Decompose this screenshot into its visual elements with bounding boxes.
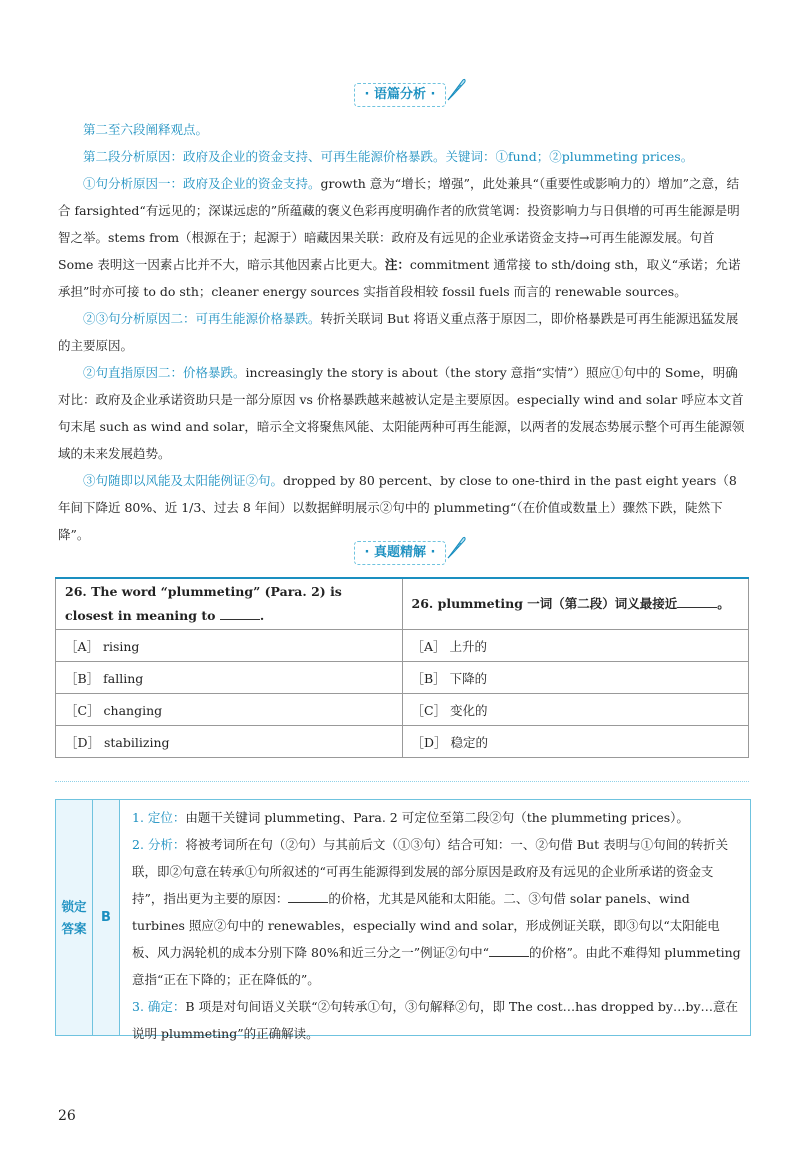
analysis-para2-heading: 第二段分析原因：政府及企业的资金支持、可再生能源价格暴跌。关键词：①fund；②plummeting prices。 (83, 149, 694, 164)
step-confirm (132, 993, 742, 1047)
step-2-text-b: 的价格，尤其是风能和太阳能。二、③句借 solar panels、wind turbines 照应②句中的 renewables，especially wind and solar，形成例证关联，即③句以“太阳能电板、风力涡轮机的成本分别下降 80%和近三分之一”例证②句中“ (132, 891, 720, 960)
question-stem-cn (402, 578, 749, 630)
answer-blank (677, 595, 717, 608)
note-label: 注： (384, 257, 410, 272)
step-3-label: 3. 确定： (132, 999, 186, 1014)
dotted-divider (55, 781, 749, 782)
option-row (56, 726, 749, 758)
step-2-text-a: 将被考词所在句（②句）与其前后文（①③句）结合可知：一、②句借 But 表明与①句间的转折关联，即②句意在转承①句所叙述的“可再生能源得到发展的部分原因是政府及有远见的企业所承诺的资金支持”，指出更为主要的原因： (132, 837, 729, 906)
point-3-label: ②句直指原因二：价格暴跌。 (83, 365, 246, 380)
answer-blank (288, 890, 328, 903)
stem-en-end: . (259, 608, 265, 623)
section-title-text: · 真题精解 · (364, 545, 436, 560)
question-stem-en (56, 578, 403, 630)
option-en: ［D］ stabilizing (56, 726, 403, 758)
point-1-text: growth 意为“增长；增强”，此处兼具“（重要性或影响力的）增加”之意，结合 farsighted“有远见的；深谋远虑的”所蕴藏的褒义色彩再度明确作者的欣赏笔调：投资影响力与日俱增的可再生能源是明智之举。stems from（根源在于；起源于）暗藏因果关联：政府及有远见的企业承诺资金支持→可再生能源发展。句首 Some 表明这一因素占比并不大，暗示其他因素占比更大。 (58, 176, 740, 272)
option-row (56, 662, 749, 694)
stem-cn-text: 26. plummeting 一词（第二段）词义最接近 (411, 596, 678, 611)
point-3-text: increasingly the story is about（the story 意指“实情”）照应①句中的 Some，明确对比：政府及企业承诺资助只是一部分原因 vs 价格暴跌越来越被认定是主要原因。especially wind and solar 呼应本文首句末尾 such as wind and solar，暗示全文将聚焦风能、太阳能两种可再生能源，以两者的发展态势展示整个可再生能源领域的未来发展趋势。 (58, 365, 745, 461)
section-pill (354, 83, 447, 107)
step-2-text-c: 的价格”。由此不难得知 plummeting 意指“正在下降的；正在降低的”。 (132, 945, 741, 987)
answer-letter: B (93, 800, 120, 1035)
lock-label-line2: 答案 (61, 920, 87, 936)
option-en: ［C］ changing (56, 694, 403, 726)
step-2-label: 2. 分析： (132, 837, 186, 852)
step-analyze (132, 831, 742, 993)
analysis-intro: 第二至六段阐释观点。 (83, 122, 209, 137)
note-text: commitment 通常接 to sth/doing sth，取义“承诺；允诺承担”时亦可接 to do sth；cleaner energy sources 实指首段相较 fossil fuels 而言的 renewable sources。 (58, 257, 741, 299)
step-locate (132, 804, 742, 831)
step-1-label: 1. 定位： (132, 810, 186, 825)
section-heading-discourse-analysis (0, 83, 800, 107)
option-cn: ［A］ 上升的 (402, 630, 749, 662)
point-2-label: ②③句分析原因二：可再生能源价格暴跌。 (83, 311, 321, 326)
quill-icon (445, 534, 467, 560)
analysis-text (58, 116, 748, 548)
step-1-text: 由题干关键词 plummeting、Para. 2 可定位至第二段②句（the plummeting prices）。 (185, 810, 689, 825)
quill-icon (445, 76, 467, 102)
point-4-label: ③句随即以风能及太阳能例证②句。 (83, 473, 284, 488)
step-3-text: B 项是对句间语义关联“②句转承①句，③句解释②句，即 The cost…has dropped by…by…意在说明 plummeting”的正确解读。 (132, 999, 739, 1041)
stem-en-text: 26. The word “plummeting” (Para. 2) is closest in meaning to (65, 584, 342, 623)
analysis-point-4 (58, 467, 748, 548)
analysis-point-3 (58, 359, 748, 467)
option-row (56, 694, 749, 726)
option-cn: ［D］ 稳定的 (402, 726, 749, 758)
point-1-label: ①句分析原因一：政府及企业的资金支持。 (83, 176, 321, 191)
stem-cn-end: 。 (717, 596, 730, 611)
answer-blank (489, 944, 529, 957)
question-table (55, 577, 749, 758)
option-cn: ［B］ 下降的 (402, 662, 749, 694)
section-title-text: · 语篇分析 · (364, 87, 436, 102)
point-4-text: dropped by 80 percent、by close to one-third in the past eight years（8 年间下降近 80%、近 1/3、过去 8 年间）以数据鲜明展示②句中的 plummeting“（在价值或数量上）骤然下跌，陡然下降”。 (58, 473, 737, 542)
point-2-text: 转折关联词 But 将语义重点落于原因二，即价格暴跌是可再生能源迅猛发展的主要原因。 (58, 311, 739, 353)
option-en: ［A］ rising (56, 630, 403, 662)
section-pill (354, 541, 447, 565)
question-stem-row (56, 578, 749, 630)
option-en: ［B］ falling (56, 662, 403, 694)
option-row (56, 630, 749, 662)
section-heading-question-analysis (0, 541, 800, 565)
analysis-point-2 (58, 305, 748, 359)
page-number: 26 (58, 1108, 76, 1124)
analysis-point-1 (58, 170, 748, 305)
lock-answer-label (56, 800, 93, 1035)
answer-box (55, 799, 751, 1041)
lock-label-line1: 锁定 (61, 898, 87, 914)
answer-blank (220, 607, 260, 620)
answer-explanation (120, 800, 750, 1041)
option-cn: ［C］ 变化的 (402, 694, 749, 726)
